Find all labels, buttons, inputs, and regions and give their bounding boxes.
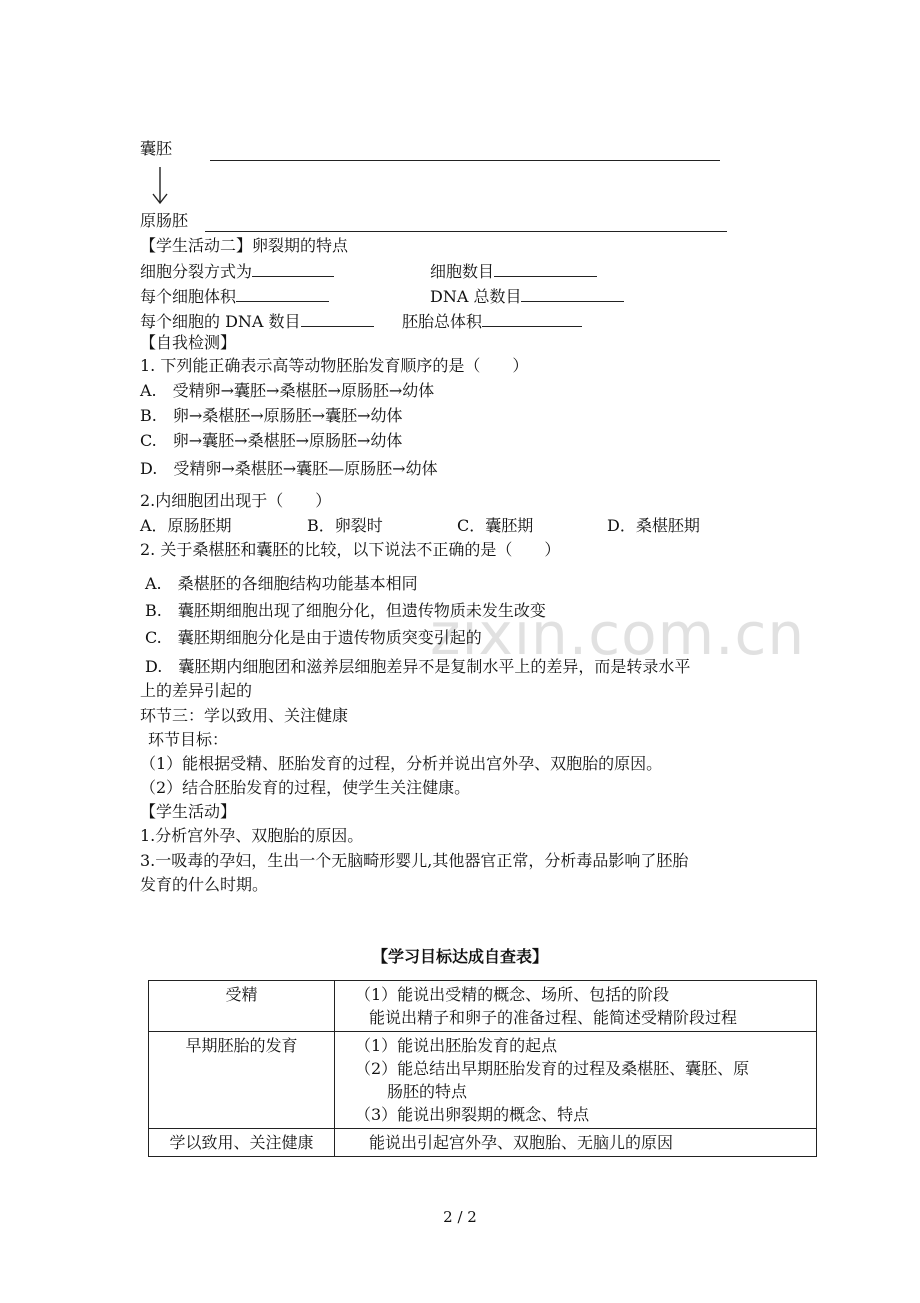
section3-goal-2: （2）结合胚胎发育的过程，使学生关注健康。 <box>140 778 471 797</box>
q1-option-d[interactable]: D. 受精卵→桑椹胚→囊胚—原肠胚→幼体 <box>140 459 438 478</box>
dna-total-label: DNA 总数目 <box>430 287 522 306</box>
q2-option-b[interactable]: B．卵裂时 <box>307 516 383 535</box>
table-topic-cell: 学以致用、关注健康 <box>149 1129 335 1157</box>
q3-option-b[interactable]: B. 囊胚期细胞出现了细胞分化，但遗传物质未发生改变 <box>145 601 546 620</box>
section3-goal-1: （1）能根据受精、胚胎发育的过程，分析并说出宫外孕、双胞胎的原因。 <box>140 754 663 773</box>
table-row <box>149 1129 817 1157</box>
q2-option-c[interactable]: C．囊胚期 <box>457 516 534 535</box>
table-item: （1）能说出受精的概念、场所、包括的阶段 <box>355 985 670 1004</box>
q3-option-d[interactable]: D. 囊胚期内细胞团和滋养层细胞差异不是复制水平上的差异，而是转录水平 <box>145 657 691 676</box>
dna-total-row <box>430 285 624 308</box>
summary-table <box>148 980 817 1157</box>
section3-activity-3-continuation: 发育的什么时期。 <box>140 875 269 894</box>
table-item: （2）能总结出早期胚胎发育的过程及桑椹胚、囊胚、原 <box>355 1059 750 1078</box>
activity2-header: 【学生活动二】卵裂期的特点 <box>140 236 349 255</box>
table-item: （3）能说出卵裂期的概念、特点 <box>355 1105 590 1124</box>
cell-division-label: 细胞分裂方式为 <box>140 262 253 281</box>
watermark: zixin.com.cn <box>430 600 806 668</box>
table-topic-cell: 早期胚胎的发育 <box>149 1032 335 1129</box>
table-items-cell <box>335 1032 817 1129</box>
page-number: 2 / 2 <box>443 1208 477 1226</box>
q1-option-c[interactable]: C. 卵→囊胚→桑椹胚→原肠胚→幼体 <box>140 431 403 450</box>
q1-option-b[interactable]: B. 卵→桑椹胚→原肠胚→囊胚→幼体 <box>140 406 403 425</box>
cell-volume-label: 每个细胞体积 <box>140 287 237 306</box>
table-item: 肠胚的特点 <box>387 1082 468 1101</box>
q2-option-a[interactable]: A．原肠胚期 <box>140 516 232 535</box>
cell-division-blank[interactable] <box>252 260 334 277</box>
diagram-top-label: 囊胚 <box>140 139 173 158</box>
cell-count-row <box>430 260 597 283</box>
table-topic-cell: 受精 <box>149 981 335 1032</box>
summary-table-title: 【学习目标达成自查表】 <box>371 947 548 966</box>
self-test-header: 【自我检测】 <box>140 333 237 352</box>
dna-total-blank[interactable] <box>521 285 624 302</box>
section3-goal-header: 环节目标： <box>148 730 229 749</box>
section3-activity-3: 3.一吸毒的孕妇，生出一个无脑畸形婴儿,其他器官正常，分析毒品影响了胚胎 <box>140 851 689 870</box>
q2-option-d[interactable]: D．桑椹胚期 <box>607 516 700 535</box>
q3-stem: 2. 关于桑椹胚和囊胚的比较，以下说法不正确的是（ ） <box>140 540 561 559</box>
table-row <box>149 981 817 1032</box>
cell-dna-blank[interactable] <box>301 310 374 327</box>
cell-dna-label: 每个细胞的 DNA 数目 <box>140 312 301 331</box>
q1-option-a[interactable]: A. 受精卵→囊胚→桑椹胚→原肠胚→幼体 <box>140 381 435 400</box>
cell-volume-row <box>140 285 329 308</box>
table-items-cell <box>335 981 817 1032</box>
q3-option-c[interactable]: C. 囊胚期细胞分化是由于遗传物质突变引起的 <box>145 628 482 647</box>
cell-division-row <box>140 260 334 283</box>
table-items-cell <box>335 1129 817 1157</box>
section3-title: 环节三：学以致用、关注健康 <box>140 706 349 725</box>
top-answer-line[interactable] <box>210 160 720 161</box>
cell-count-blank[interactable] <box>494 260 597 277</box>
q2-stem: 2.内细胞团出现于（ ） <box>140 491 332 510</box>
diagram-bottom-label: 原肠胚 <box>140 211 189 230</box>
bottom-answer-line[interactable] <box>205 231 727 232</box>
embryo-volume-blank[interactable] <box>482 310 582 327</box>
table-item: 能说出精子和卵子的准备过程、能简述受精阶段过程 <box>369 1008 738 1027</box>
q3-option-a[interactable]: A. 桑椹胚的各细胞结构功能基本相同 <box>145 574 418 593</box>
table-item: 能说出引起宫外孕、双胞胎、无脑儿的原因 <box>369 1133 674 1152</box>
section3-activity-header: 【学生活动】 <box>140 802 237 821</box>
cell-count-label: 细胞数目 <box>430 262 495 281</box>
table-row <box>149 1032 817 1129</box>
q3-option-d-continuation: 上的差异引起的 <box>140 681 253 700</box>
down-arrow-icon <box>150 166 170 206</box>
cell-dna-row <box>140 310 374 333</box>
section3-activity-1: 1.分析宫外孕、双胞胎的原因。 <box>140 826 364 845</box>
embryo-volume-label: 胚胎总体积 <box>402 312 483 331</box>
cell-volume-blank[interactable] <box>236 285 329 302</box>
embryo-volume-row <box>402 310 582 333</box>
q1-stem: 1. 下列能正确表示高等动物胚胎发育顺序的是（ ） <box>140 356 529 375</box>
table-item: （1）能说出胚胎发育的起点 <box>355 1036 558 1055</box>
